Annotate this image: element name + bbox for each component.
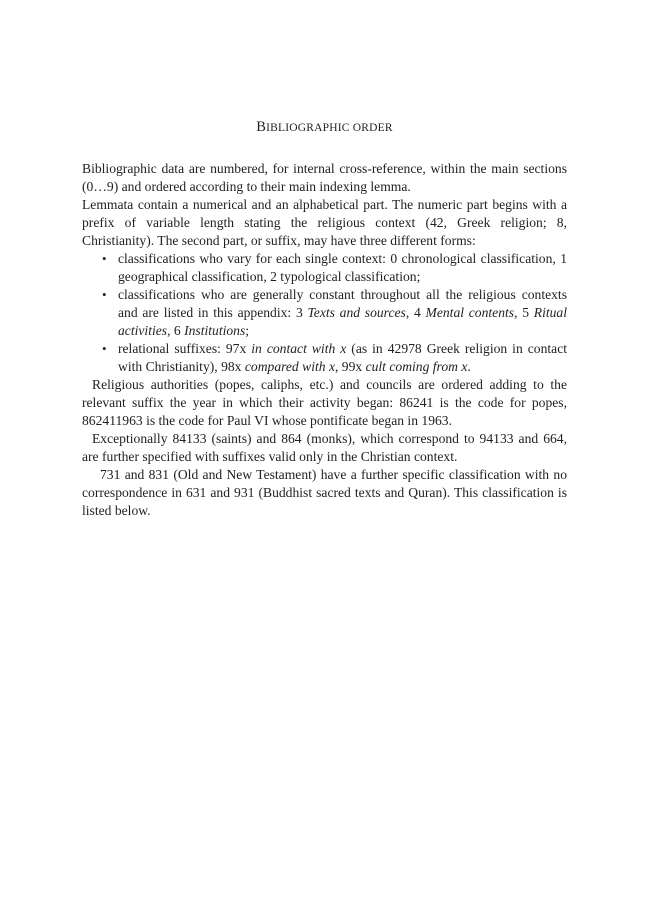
term-in-contact-with: in contact with x [251,341,347,356]
list-item-text: , 6 [167,323,185,338]
list-item-text: , 4 [405,305,426,320]
list-item-text: ; [245,323,250,338]
paragraph-numbering: Bibliographic data are numbered, for internal cross-reference, within the main sections (0…9) and ordered according to their main indexing lemma. [82,161,567,194]
list-item-text: , 5 [514,305,534,320]
paragraph-testaments: 731 and 831 (Old and New Testament) have a further specific classification with no correspondence in 631 and 931 (Buddhist sacred texts and Quran). This classification is listed below. [82,467,567,518]
term-ritual-activities: Ritual activities [118,305,568,338]
term-compared-with: compared with x [244,359,335,374]
bullet-icon: • [102,341,107,356]
term-mental-contents: Mental contents [425,305,515,320]
list-item-text: classifications who are generally constant throughout all the religious contexts and are listed in this appendix: 3 [118,287,567,320]
paragraph-authorities: Religious authorities (popes, caliphs, etc.) and councils are ordered adding to the relevant suffix the year in which their activity began: 86241 is the code for popes, 862411963 is the code for Paul VI whose pontificate began in 1963. [82,377,567,428]
bullet-icon: • [102,251,107,266]
term-institutions: Institutions [184,323,246,338]
list-item-text: (as in 42978 Greek religion in contact with Christianity), 98x [118,341,568,374]
list-item [82,286,567,340]
paragraph-exceptions: Exceptionally 84133 (saints) and 864 (monks), which correspond to 94133 and 664, are further specified with suffixes valid only in the Christian context. [82,431,567,464]
list-item-text: classifications who vary for each single context: 0 chronological classification, 1 geographical classification, 2 typological classification; [118,251,567,284]
bullet-icon: • [102,287,107,302]
term-cult-coming-from: cult coming from x [365,359,468,374]
list-item [82,250,567,286]
title-initial: B [256,119,267,135]
suffix-forms-list [82,250,567,376]
page-title [82,118,567,137]
term-texts-and-sources: Texts and sources [307,305,406,320]
document-page [82,118,567,520]
list-item-text: , 99x [334,359,366,374]
list-item [82,340,567,376]
list-item-text: relational suffixes: 97x [118,341,252,356]
title-small-caps: IBLIOGRAPHIC ORDER [266,122,393,134]
list-item-text: . [467,359,471,374]
paragraph-lemmata: Lemmata contain a numerical and an alphabetical part. The numeric part begins with a prefix of variable length stating the religious context (42, Greek religion; 8, Christianity). The second part, or suffix, may have three different forms: [82,197,567,248]
